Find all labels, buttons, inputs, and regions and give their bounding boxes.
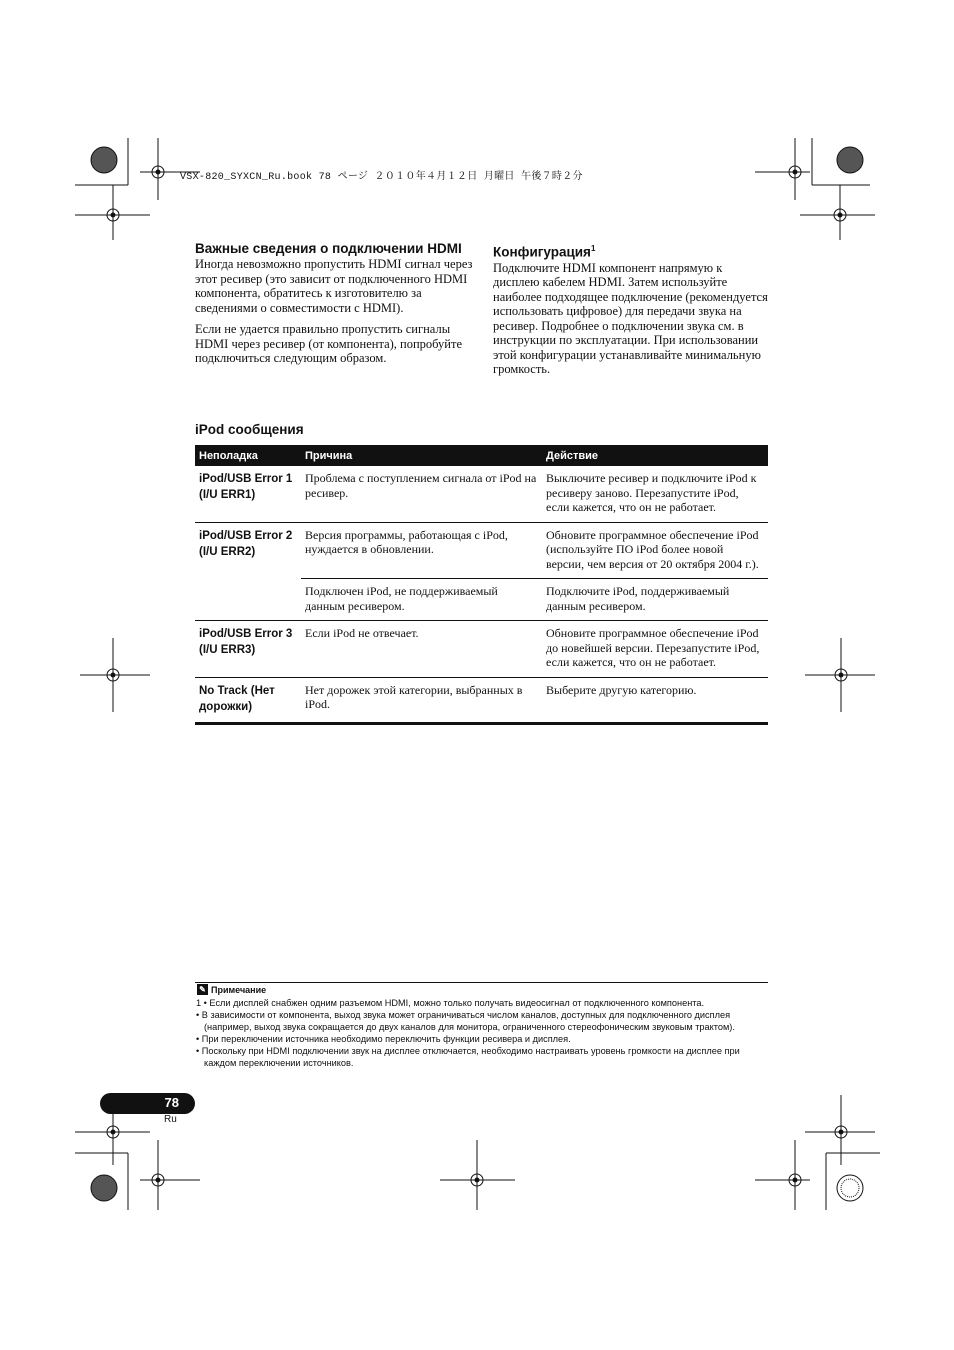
notes-title: Примечание xyxy=(211,984,267,995)
page-number: 78 xyxy=(164,1095,179,1110)
note-item: • Поскольку при HDMI подключении звук на дисплее отключается, необходимо настраивать уровень громкости на дисплее при каждом переключении источников. xyxy=(196,1046,740,1068)
cause-cell: Если iPod не отвечает. xyxy=(301,621,542,678)
print-header-line: VSX-820_SYXCN_Ru.book 78 ページ ２０１０年４月１２日 月曜日 午後７時２分 xyxy=(180,172,583,183)
action-cell: Обновите программное обеспечение iPod до новейшей версии. Перезапустите iPod, если кажется, что он не работает. xyxy=(542,621,768,678)
hdmi-paragraph-1: Иногда невозможно пропустить HDMI сигнал через этот ресивер (это зависит от подключенного HDMI компонента, обратитесь к изготовителю за сведениями о совместимости с HDMI). xyxy=(195,257,473,315)
cause-cell: Версия программы, работающая с iPod, нуждается в обновлении. xyxy=(301,522,542,579)
configuration-paragraph: Подключите HDMI компонент напрямую к дисплею кабелем HDMI. Затем используйте наиболее подходящее подключение (рекомендуется использовать цифровое) для передачи звука на ресивер. Подробнее о подключении звука см. в инструкции по эксплуатации. При использовании этой конфигурации устанавливайте минимальную громкость. xyxy=(493,260,768,376)
cause-cell: Подключен iPod, не поддерживаемый данным ресивером. xyxy=(301,579,542,621)
table-header-row xyxy=(195,445,768,466)
notes-heading xyxy=(197,984,266,995)
configuration-heading xyxy=(493,240,768,261)
header-cause: Причина xyxy=(301,445,542,466)
notes-list xyxy=(196,997,771,1069)
cause-cell: Нет дорожек этой категории, выбранных в iPod. xyxy=(301,677,542,723)
action-cell: Подключите iPod, поддерживаемый данным ресивером. xyxy=(542,579,768,621)
hdmi-section-heading: Важные сведения о подключении HDMI xyxy=(195,241,462,256)
ipod-messages-table xyxy=(195,445,768,725)
footnote-marker: 1 xyxy=(590,244,596,253)
action-cell: Выключите ресивер и подключите iPod к ресиверу заново. Перезапустите iPod, если кажется, что он не работает. xyxy=(542,466,768,522)
table-row xyxy=(195,677,768,723)
cause-cell: Проблема с поступлением сигнала от iPod на ресивер. xyxy=(301,466,542,522)
action-cell: Обновите программное обеспечение iPod (используйте ПО iPod более новой версии, чем версия от 20 октября 2004 г.). xyxy=(542,522,768,579)
header-action: Действие xyxy=(542,445,768,466)
page-number-tab xyxy=(100,1093,195,1114)
configuration-section xyxy=(493,240,768,377)
action-cell: Выберите другую категорию. xyxy=(542,677,768,723)
page-language: Ru xyxy=(164,1114,177,1125)
problem-cell: iPod/USB Error 3 (I/U ERR3) xyxy=(195,621,301,678)
note-pencil-icon: ✎ xyxy=(197,984,208,995)
problem-cell: iPod/USB Error 1 (I/U ERR1) xyxy=(195,466,301,522)
hdmi-paragraph-2: Если не удается правильно пропустить сигналы HDMI через ресивер (от компонента), попробуйте подключиться следующим образом. xyxy=(195,322,463,365)
ipod-messages-heading: iPod сообщения xyxy=(195,422,304,437)
hdmi-notes-section xyxy=(195,240,475,366)
header-problem: Неполадка xyxy=(195,445,301,466)
notes-divider xyxy=(195,982,768,983)
note-item: • В зависимости от компонента, выход звука может ограничиваться числом каналов, доступных для подключенного дисплея (например, выход звука сокращается до двух каналов для монитора, ограниченного стереофоническим звуковым трактом). xyxy=(196,1010,735,1032)
configuration-heading-text: Конфигурация xyxy=(493,244,591,260)
problem-cell: iPod/USB Error 2 (I/U ERR2) xyxy=(195,522,301,621)
table-row xyxy=(195,621,768,678)
note-item: 1 • Если дисплей снабжен одним разъемом HDMI, можно только получать видеосигнал от подключенного компонента. xyxy=(196,998,705,1008)
table-row xyxy=(195,522,768,579)
table-row xyxy=(195,466,768,522)
problem-cell: No Track (Нет дорожки) xyxy=(195,677,301,723)
note-item: • При переключении источника необходимо переключить функции ресивера и дисплея. xyxy=(196,1034,571,1044)
